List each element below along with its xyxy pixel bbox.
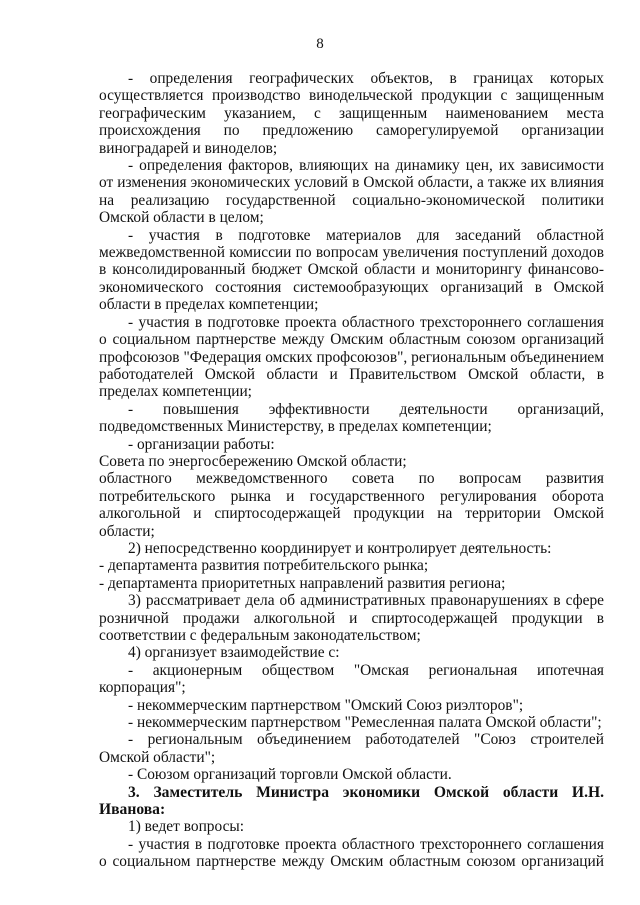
paragraph-consumer-market-council: областного межведомственного совета по вопросам развития потребительского рынка и государственного регулирования оборота алкогольной и спиртосодержащей продукции на территории Омской области; xyxy=(99,470,604,540)
paragraph-efficiency: - повышения эффективности деятельности организаций, подведомственных Министерству, в пределах компетенции; xyxy=(99,400,604,436)
paragraph-organization-of-work: - организации работы: xyxy=(128,435,275,453)
paragraph-crafts-chamber: - некоммерческим партнерством "Ремесленная палата Омской области"; xyxy=(128,714,602,732)
page-number: 8 xyxy=(316,36,324,52)
paragraph-coordinates: 2) непосредственно координирует и контролирует деятельность: xyxy=(128,539,552,557)
paragraph-trade-union: - Союзом организаций торговли Омской области. xyxy=(128,766,452,784)
paragraph-trilateral-agreement-continued: - участия в подготовке проекта областного трехстороннего соглашения о социальном партнерстве между Омским областным союзом организаций xyxy=(99,835,604,871)
paragraph-administrative-offenses: 3) рассматривает дела об административных правонарушениях в сфере розничной продажи алкогольной и спиртосодержащей продукции в соответствии с федеральным законодательством; xyxy=(99,592,604,644)
paragraph-interaction: 4) организует взаимодействие с: xyxy=(128,644,340,662)
paragraph-consumer-market-department: - департамента развития потребительского рынка; xyxy=(99,557,429,575)
section-heading-deputy-minister: 3. Заместитель Министра экономики Омской области И.Н. Иванова: xyxy=(99,783,604,819)
paragraph-price-factors: - определения факторов, влияющих на динамику цен, их зависимости от изменения экономических условий в Омской области, а также их влияния на реализацию государственной социально-экономической политики Омской области в целом; xyxy=(99,157,604,227)
paragraph-energy-council: Совета по энергосбережению Омской области; xyxy=(99,452,407,470)
paragraph-priority-directions-department: - департамента приоритетных направлений развития региона; xyxy=(99,574,506,592)
paragraph-trilateral-agreement: - участия в подготовке проекта областного трехстороннего соглашения о социальном партнерстве между Омским областным союзом организаций профсоюзов "Федерация омских профсоюзов", региональным объединением работодателей Омской области и Правительством Омской области, в пределах компетенции; xyxy=(99,313,604,401)
paragraph-handles-issues: 1) ведет вопросы: xyxy=(128,818,245,836)
paragraph-builders-union: - региональным объединением работодателей "Союз строителей Омской области"; xyxy=(99,731,604,766)
document-body xyxy=(99,70,604,871)
paragraph-interagency-commission: - участия в подготовке материалов для заседаний областной межведомственной комиссии по вопросам увеличения поступлений доходов в консолидированный бюджет Омской области и мониторингу финансово-экономического состояния системообразующих организаций в Омской области в пределах компетенции; xyxy=(99,226,604,314)
paragraph-realtors-union: - некоммерческим партнерством "Омский Союз риэлторов"; xyxy=(128,696,524,714)
paragraph-mortgage-corporation: - акционерным обществом "Омская региональная ипотечная корпорация"; xyxy=(99,661,604,697)
paragraph-geographic-objects: - определения географических объектов, в границах которых осуществляется производство винодельческой продукции с защищенным географическим указанием, с защищенным наименованием места происхождения по предложению саморегулируемой организации виноградарей и виноделов; xyxy=(99,70,604,157)
